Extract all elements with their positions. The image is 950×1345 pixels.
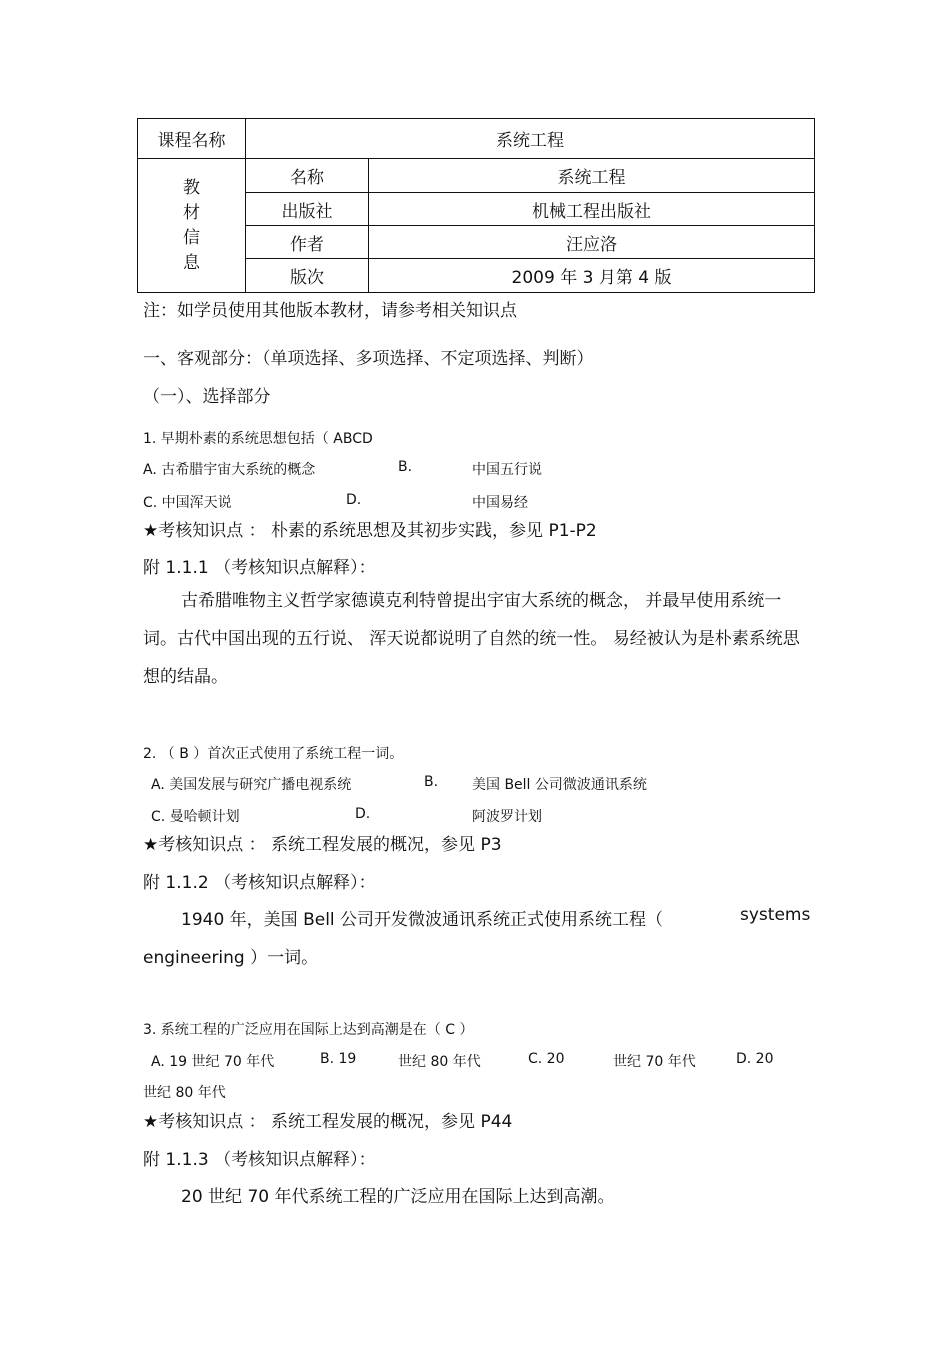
q1-option-b-text: 中国五行说 <box>472 462 542 478</box>
q2-explanation-line2: engineering ）一词。 <box>143 948 319 968</box>
q2-option-b-text: 美国 Bell 公司微波通讯系统 <box>472 777 647 793</box>
q3-appendix-heading: 附 1.1.3 （考核知识点解释）： <box>143 1150 376 1170</box>
row-value-author: 汪应洛 <box>369 226 815 259</box>
q3-option-b-text: 世纪 80 年代 <box>398 1054 481 1070</box>
note: 注：如学员使用其他版本教材，请参考相关知识点 <box>143 301 517 321</box>
q3-option-c-text: 世纪 70 年代 <box>613 1054 696 1070</box>
q3-option-a: A. 19 世纪 70 年代 <box>151 1054 275 1070</box>
q2-option-d-letter: D. <box>355 806 371 822</box>
q3-option-b-letter: B. 19 <box>320 1051 357 1067</box>
row-value-name: 系统工程 <box>369 159 815 193</box>
q3-explanation: 20 世纪 70 年代系统工程的广泛应用在国际上达到高潮。 <box>181 1187 615 1207</box>
q2-option-c: C. 曼哈顿计划 <box>151 809 240 825</box>
q2-explanation-line1: 1940 年，美国 Bell 公司开发微波通讯系统正式使用系统工程（ <box>181 910 664 930</box>
question-1-stem: 1. 早期朴素的系统思想包括（ ABCD <box>143 431 373 447</box>
row-value-edition: 2009 年 3 月第 4 版 <box>369 259 815 293</box>
row-label-author: 作者 <box>246 226 369 259</box>
subsection-heading: （一）、选择部分 <box>143 387 271 407</box>
q1-option-d-text: 中国易经 <box>472 495 528 511</box>
course-info-table <box>137 118 815 293</box>
question-3-stem: 3. 系统工程的广泛应用在国际上达到高潮是在（ C ） <box>143 1022 474 1038</box>
q1-option-d-letter: D. <box>346 492 362 508</box>
q3-option-d-text: 世纪 80 年代 <box>143 1085 226 1101</box>
section-heading: 一、客观部分：（单项选择、多项选择、不定项选择、判断） <box>143 349 594 369</box>
q1-knowledge-point: ★考核知识点 ： 朴素的系统思想及其初步实践，参见 P1-P2 <box>143 521 597 541</box>
q3-knowledge-point: ★考核知识点 ： 系统工程发展的概况，参见 P44 <box>143 1112 513 1132</box>
q2-appendix-heading: 附 1.1.2 （考核知识点解释）： <box>143 873 376 893</box>
q2-option-a: A. 美国发展与研究广播电视系统 <box>151 777 352 793</box>
q1-appendix-heading: 附 1.1.1 （考核知识点解释）： <box>143 558 376 578</box>
q1-option-c: C. 中国浑天说 <box>143 495 232 511</box>
q2-option-b-letter: B. <box>424 774 439 790</box>
q2-option-d-text: 阿波罗计划 <box>472 809 542 825</box>
q1-option-b-letter: B. <box>398 459 413 475</box>
q3-option-c-letter: C. 20 <box>528 1051 565 1067</box>
q2-knowledge-point: ★考核知识点 ： 系统工程发展的概况，参见 P3 <box>143 835 502 855</box>
course-name-label: 课程名称 <box>138 119 246 159</box>
row-label-publisher: 出版社 <box>246 193 369 226</box>
q2-explanation-line1-end: systems <box>740 905 811 925</box>
q3-option-d-letter: D. 20 <box>736 1051 774 1067</box>
row-label-name: 名称 <box>246 159 369 193</box>
question-2-stem: 2. （ B ）首次正式使用了系统工程一词。 <box>143 746 404 762</box>
q1-explanation: 古希腊唯物主义哲学家德谟克利特曾提出宇宙大系统的概念， 并最早使用系统一词。古代中国出现的五行说、 浑天说都说明了自然的统一性。 易经被认为是朴素系统思想的结晶。 <box>143 591 800 687</box>
textbook-info-label: 教 材 信 息 <box>138 159 246 293</box>
course-name-value: 系统工程 <box>246 119 815 159</box>
row-value-publisher: 机械工程出版社 <box>369 193 815 226</box>
row-label-edition: 版次 <box>246 259 369 293</box>
q1-option-a: A. 古希腊宇宙大系统的概念 <box>143 462 316 478</box>
